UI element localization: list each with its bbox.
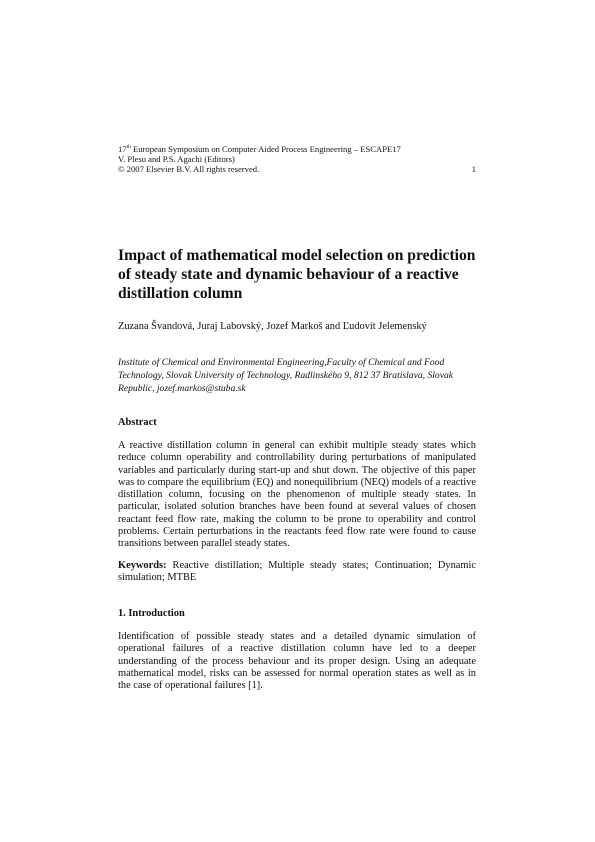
- keywords-text: Reactive distillation; Multiple steady states; Continuation; Dynamic simulation; MTBE: [118, 560, 476, 584]
- introduction-heading: 1. Introduction: [118, 608, 185, 619]
- abstract-text: A reactive distillation column in general can exhibit multiple steady states which reduce column operability and controllability during perturbations of manipulated variables and particularly during start-up and shut down. The objective of this paper was to compare the equilibrium (EQ) and nonequilibrium (NEQ) models of a reactive distillation column, focusing on the phenomenon of multiple steady states. In particular, isolated solution branches have been found at several values of chosen reactant feed flow rate, making the column to be prone to operability and control problems. Certain perturbations in the reactants feed flow rate were found to cause transitions between parallel steady states.: [118, 440, 476, 550]
- symposium-name: European Symposium on Computer Aided Process Engineering – ESCAPE17: [130, 144, 401, 154]
- keywords-label: Keywords:: [118, 560, 167, 571]
- paper-affiliation: Institute of Chemical and Environmental Engineering,Faculty of Chemical and Food Technology, Slovak University of Technology, Radlinského 9, 812 37 Bratislava, Slovak Republic, jozef.markos@stuba.sk: [118, 357, 454, 394]
- journal-header: [118, 144, 476, 175]
- paper-authors: Zuzana Švandová, Juraj Labovský, Jozef Markoš and Ľudovít Jelemenský: [118, 321, 427, 332]
- symposium-line: [118, 144, 476, 154]
- copyright-line: © 2007 Elsevier B.V. All rights reserved.: [118, 164, 260, 175]
- introduction-text: Identification of possible steady states and a detailed dynamic simulation of operational failures of a reactive distillation column have led to a deeper understanding of the process behaviour and its proper design. Using an adequate mathematical model, risks can be assessed for normal operation states as well as in the case of operational failures [1].: [118, 631, 476, 692]
- abstract-heading: Abstract: [118, 417, 157, 428]
- symposium-ordinal: th: [126, 144, 131, 151]
- paper-title: Impact of mathematical model selection on prediction of steady state and dynamic behaviour of a reactive distillation column: [118, 247, 476, 302]
- editors-line: V. Plesu and P.S. Agachi (Editors): [118, 154, 235, 165]
- page-number: 1: [471, 164, 476, 175]
- symposium-number: 17: [118, 144, 127, 154]
- keywords: [118, 560, 476, 585]
